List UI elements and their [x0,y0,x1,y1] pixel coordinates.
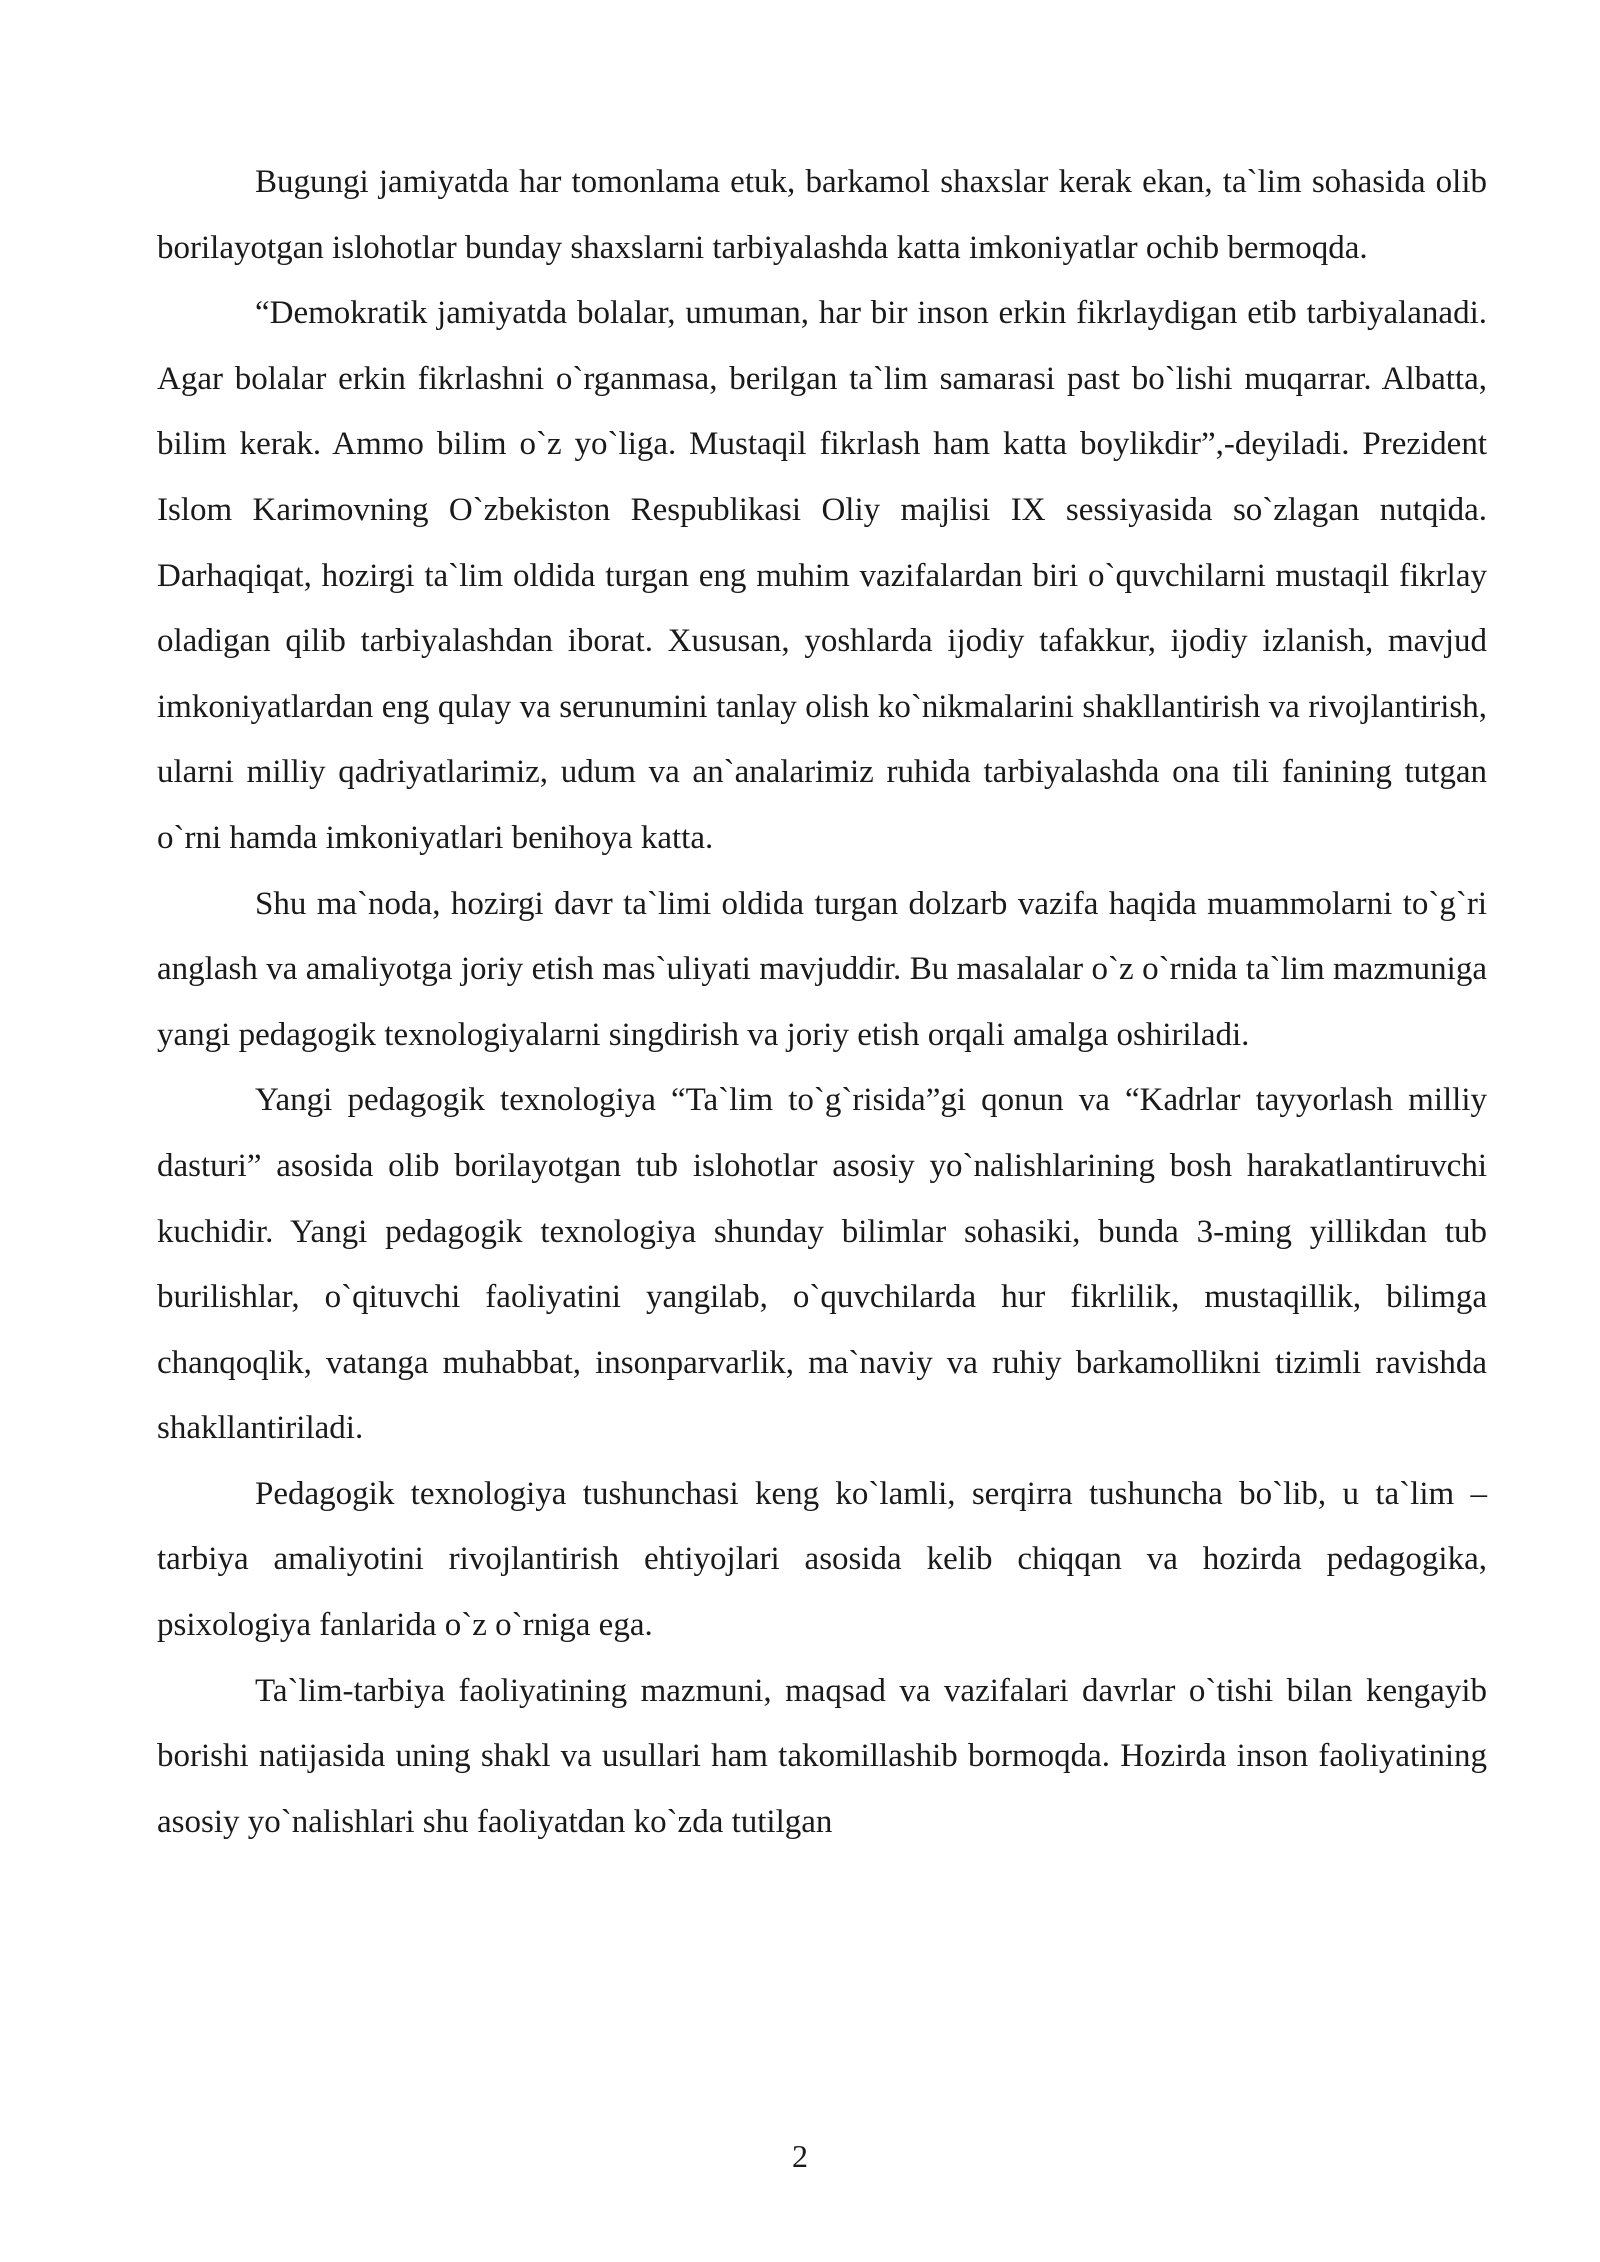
paragraph: Pedagogik texnologiya tushunchasi keng ko`lamli, serqirra tushuncha bo`lib, u ta`lim – tarbiya amaliyotini rivojlantirish ehtiyojlari asosida kelib chiqqan va hozirda pedagogika, psixologiya fanlarida o`z o`rniga ega. [157,1475,1487,1644]
paragraph: Yangi pedagogik texnologiya “Ta`lim to`g`risida”gi qonun va “Kadrlar tayyorlash milliy dasturi” asosida olib borilayotgan tub islohotlar asosiy yo`nalishlarining bosh harakatlantiruvchi kuchidir. Yangi pedagogik texnologiya shunday bilimlar sohasiki, bunda 3-ming yillikdan tub burilishlar, o`qituvchi faoliyatini yangilab, o`quvchilarda hur fikrlilik, mustaqillik, bilimga chanqoqlik, vatanga muhabbat, insonparvarlik, ma`naviy va ruhiy barkamollikni tizimli ravishda shakllantiriladi. [157,1082,1487,1447]
paragraph: Bugungi jamiyatda har tomonlama etuk, barkamol shaxslar kerak ekan, ta`lim sohasida olib borilayotgan islohotlar bunday shaxslarni tarbiyalashda katta imkoniyatlar ochib bermoqda. [157,164,1487,266]
paragraph: “Demokratik jamiyatda bolalar, umuman, har bir inson erkin fikrlaydigan etib tarbiyalanadi. Agar bolalar erkin fikrlashni o`rganmasa, berilgan ta`lim samarasi past bo`lishi muqarrar. Albatta, bilim kerak. Ammo bilim o`z yo`liga. Mustaqil fikrlash ham katta boylikdir”,-deyiladi. Prezident Islom Karimovning O`zbekiston Respublikasi Oliy majlisi IX sessiyasida so`zlagan nutqida. Darhaqiqat, hozirgi ta`lim oldida turgan eng muhim vazifalardan biri o`quvchilarni mustaqil fikrlay oladigan qilib tarbiyalashdan iborat. Xususan, yoshlarda ijodiy tafakkur, ijodiy izlanish, mavjud imkoniyatlardan eng qulay va serunumini tanlay olish ko`nikmalarini shakllantirish va rivojlantirish, ularni milliy qadriyatlarimiz, udum va an`analarimiz ruhida tarbiyalashda ona tili fanining tutgan o`rni hamda imkoniyatlari benihoya katta. [157,295,1487,856]
body-text [157,150,1487,1855]
paragraph: Shu ma`noda, hozirgi davr ta`limi oldida turgan dolzarb vazifa haqida muammolarni to`g`ri anglash va amaliyotga joriy etish mas`uliyati mavjuddir. Bu masalalar o`z o`rnida ta`lim mazmuniga yangi pedagogik texnologiyalarni singdirish va joriy etish orqali amalga oshiriladi. [157,885,1487,1053]
page-number: 2 [792,2138,808,2174]
paragraph: Ta`lim-tarbiya faoliyatining mazmuni, maqsad va vazifalari davrlar o`tishi bilan kengayib borishi natijasida uning shakl va usullari ham takomillashib bormoqda. Hozirda inson faoliyatining asosiy yo`nalishlari shu faoliyatdan ko`zda tutilgan [157,1672,1487,1840]
